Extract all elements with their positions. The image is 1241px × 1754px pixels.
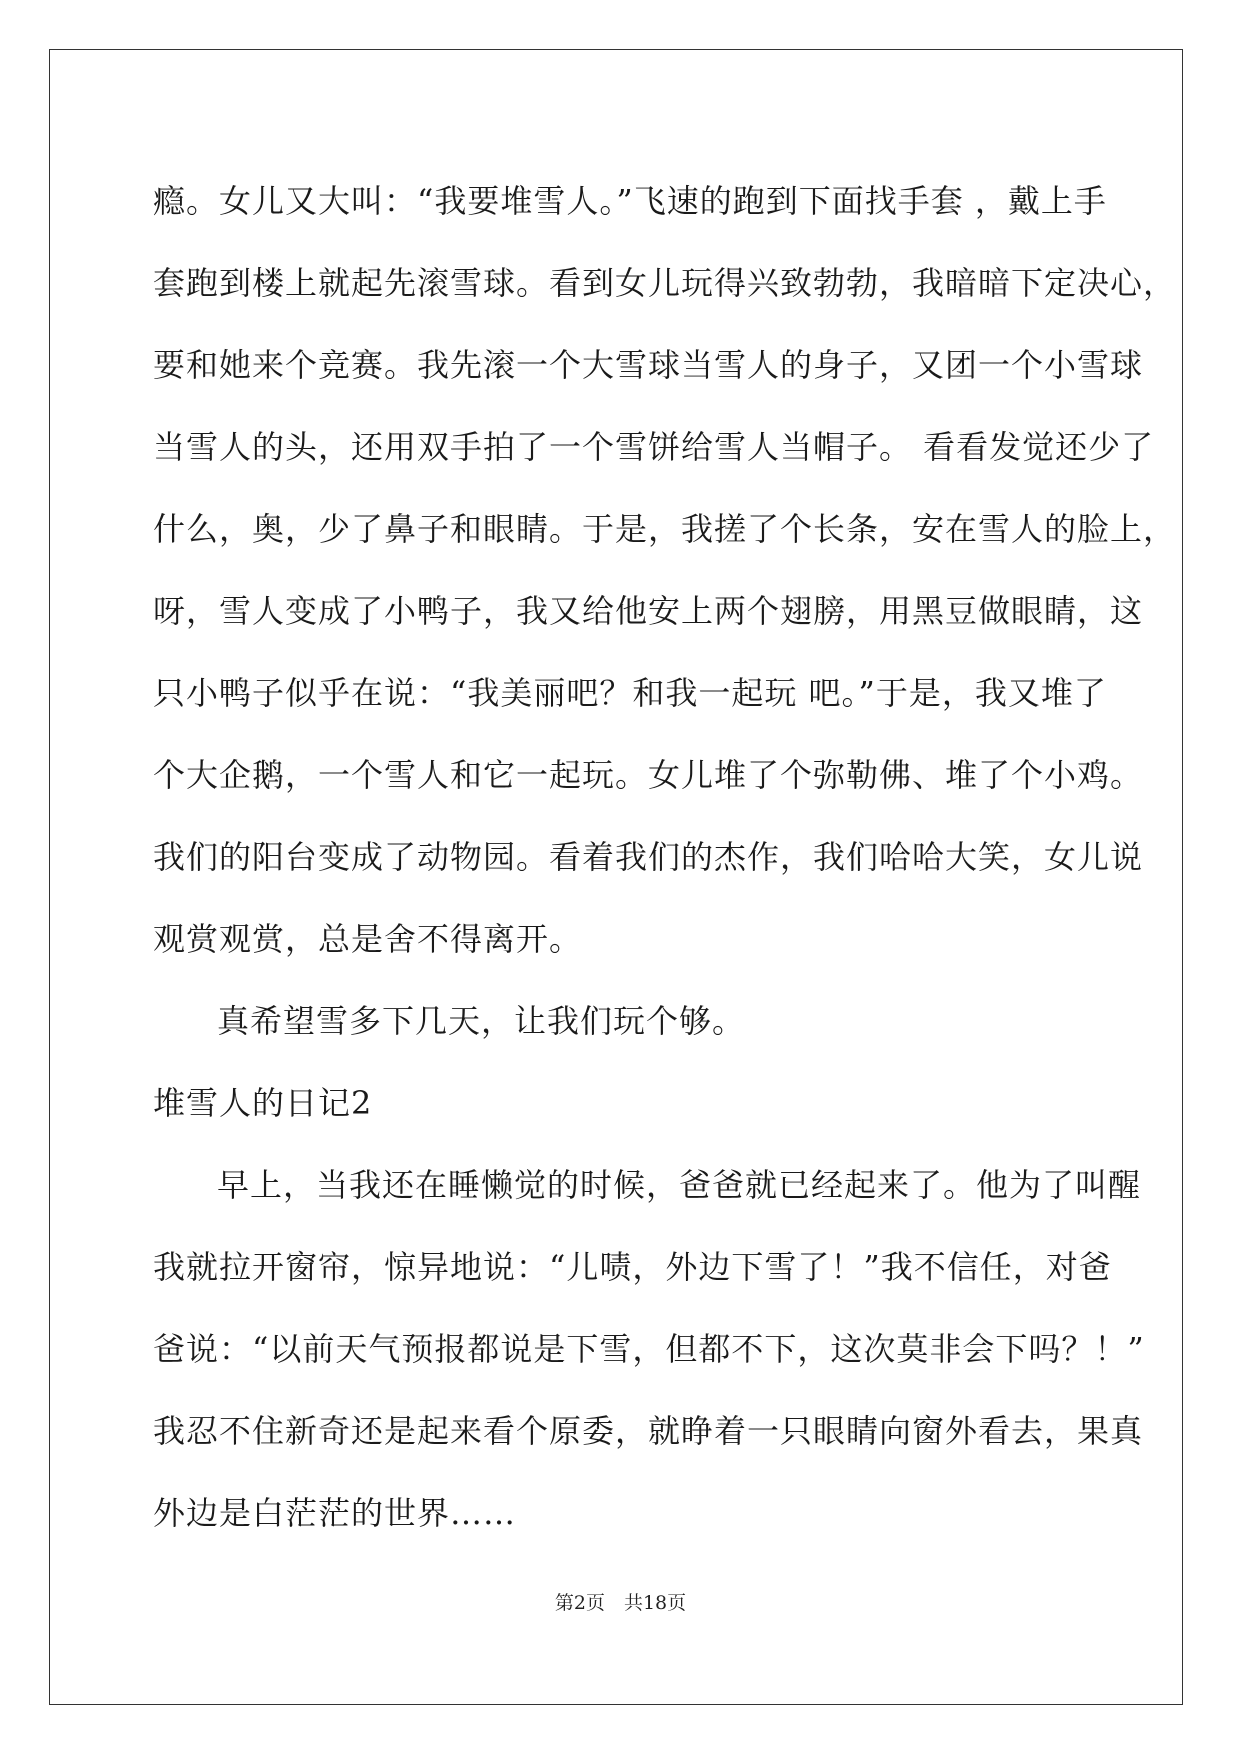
section-heading: 堆雪人的日记2 — [153, 1084, 373, 1122]
text-line: 要和她来个竞赛。我先滚一个大雪球当雪人的身子，又团一个小雪球 — [153, 346, 1144, 384]
text-line: 当雪人的头，还用双手拍了一个雪饼给雪人当帽子。 看看发觉还少了 — [153, 428, 1155, 466]
text-line: 我们的阳台变成了动物园。看着我们的杰作，我们哈哈大笑，女儿说 — [153, 838, 1144, 876]
text-line: 我忍不住新奇还是起来看个原委，就睁着一只眼睛向窗外看去，果真 — [153, 1412, 1144, 1450]
text-line: 外边是白茫茫的世界…… — [153, 1494, 517, 1532]
document-body — [153, 160, 1177, 1554]
text-line: 套跑到楼上就起先滚雪球。看到女儿玩得兴致勃勃，我暗暗下定决心， — [153, 264, 1177, 302]
text-line: 什么，奥，少了鼻子和眼睛。于是，我搓了个长条，安在雪人的脸上， — [153, 510, 1177, 548]
text-line: 只小鸭子似乎在说：“我美丽吧？和我一起玩 吧。”于是，我又堆了 — [153, 674, 1107, 712]
text-line: 瘾。女儿又大叫：“我要堆雪人。”飞速的跑到下面找手套 ，戴上手 — [153, 182, 1107, 220]
paragraph-line: 早上，当我还在睡懒觉的时候，爸爸就已经起来了。他为了叫醒 — [217, 1166, 1142, 1204]
text-line: 爸说：“以前天气预报都说是下雪，但都不下，这次莫非会下吗？！” — [153, 1330, 1145, 1368]
text-line: 个大企鹅，一个雪人和它一起玩。女儿堆了个弥勒佛、堆了个小鸡。 — [153, 756, 1144, 794]
text-line: 观赏观赏，总是舍不得离开。 — [153, 920, 583, 958]
text-line: 我就拉开窗帘，惊异地说：“儿啧，外边下雪了！”我不信任，对爸 — [153, 1248, 1112, 1286]
page-number: 第2页 共18页 — [554, 1592, 687, 1614]
paragraph-line: 真希望雪多下几天，让我们玩个够。 — [217, 1002, 746, 1040]
text-line: 呀，雪人变成了小鸭子，我又给他安上两个翅膀，用黑豆做眼睛，这 — [153, 592, 1144, 630]
